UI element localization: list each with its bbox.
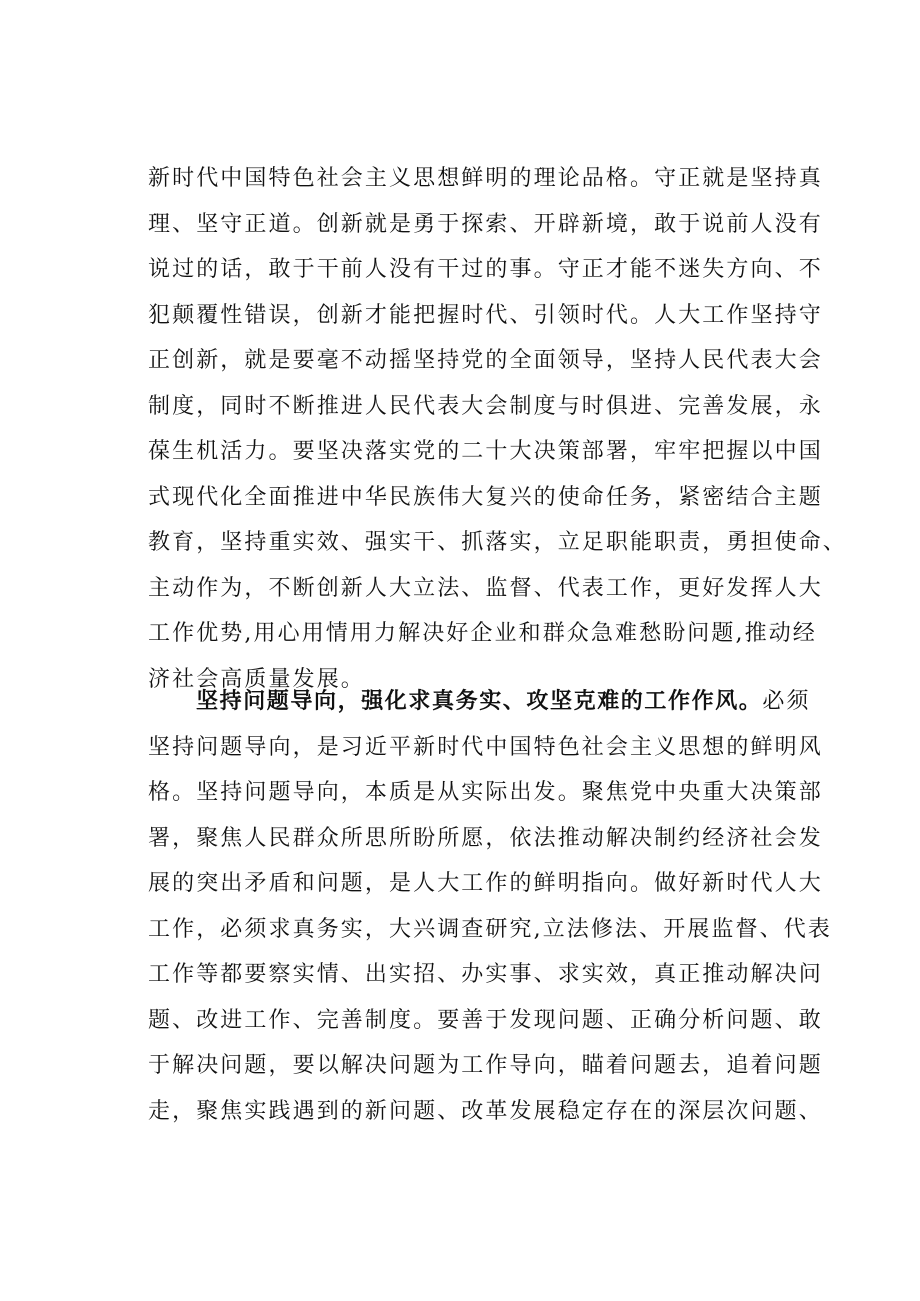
text-line: 式现代化全面推进中华民族伟大复兴的使命任务，紧密结合主题 xyxy=(148,484,823,510)
text-line: 走，聚焦实践遇到的新问题、改革发展稳定存在的深层次问题、 xyxy=(148,1098,823,1124)
text-line: 工作，必须求真务实，大兴调查研究,立法修法、开展监督、代表 xyxy=(148,916,832,942)
text-line: 正创新，就是要毫不动摇坚持党的全面领导，坚持人民代表大会 xyxy=(148,348,823,373)
text-line: 犯颠覆性错误，创新才能把握时代、引领时代。人大工作坚持守 xyxy=(148,302,823,328)
paragraph-heading-continuation: 必须 xyxy=(762,689,811,714)
text-line: 说过的话，敢于干前人没有干过的事。守正才能不迷失方向、不 xyxy=(148,257,823,282)
text-line: 展的突出矛盾和问题，是人大工作的鲜明指向。做好新时代人大 xyxy=(148,871,823,896)
paragraph-heading: 坚持问题导向，强化求真务实、攻坚克难的工作作风。 xyxy=(196,688,763,714)
text-line: 署，聚焦人民群众所思所盼所愿，依法推动解决制约经济社会发 xyxy=(148,825,823,851)
text-line: 济社会高质量发展。 xyxy=(148,666,365,692)
text-line: 题、改进工作、完善制度。要善于发现问题、正确分析问题、敢 xyxy=(148,1007,823,1033)
text-line: 工作优势,用心用情用力解决好企业和群众急难愁盼问题,推动经 xyxy=(148,621,817,646)
text-line: 于解决问题，要以解决问题为工作导向，瞄着问题去，追着问题 xyxy=(148,1053,823,1078)
paragraph-2 xyxy=(148,679,832,1134)
text-line-first xyxy=(148,679,811,725)
text-line: 坚持问题导向，是习近平新时代中国特色社会主义思想的鲜明风 xyxy=(148,734,823,760)
text-line: 格。坚持问题导向，本质是从实际出发。聚焦党中央重大决策部 xyxy=(148,780,823,805)
text-line: 葆生机活力。要坚决落实党的二十大决策部署，牢牢把握以中国 xyxy=(148,439,823,464)
text-line: 工作等都要察实情、出实招、办实事、求实效，真正推动解决问 xyxy=(148,962,823,987)
text-line: 制度，同时不断推进人民代表大会制度与时俱进、完善发展，永 xyxy=(148,393,823,419)
text-line: 新时代中国特色社会主义思想鲜明的理论品格。守正就是坚持真 xyxy=(148,166,823,191)
text-line: 理、坚守正道。创新就是勇于探索、开辟新境，敢于说前人没有 xyxy=(148,211,823,237)
text-line: 主动作为，不断创新人大立法、监督、代表工作，更好发挥人大 xyxy=(148,575,823,601)
text-line: 教育，坚持重实效、强实干、抓落实，立足职能职责，勇担使命、 xyxy=(148,530,847,555)
